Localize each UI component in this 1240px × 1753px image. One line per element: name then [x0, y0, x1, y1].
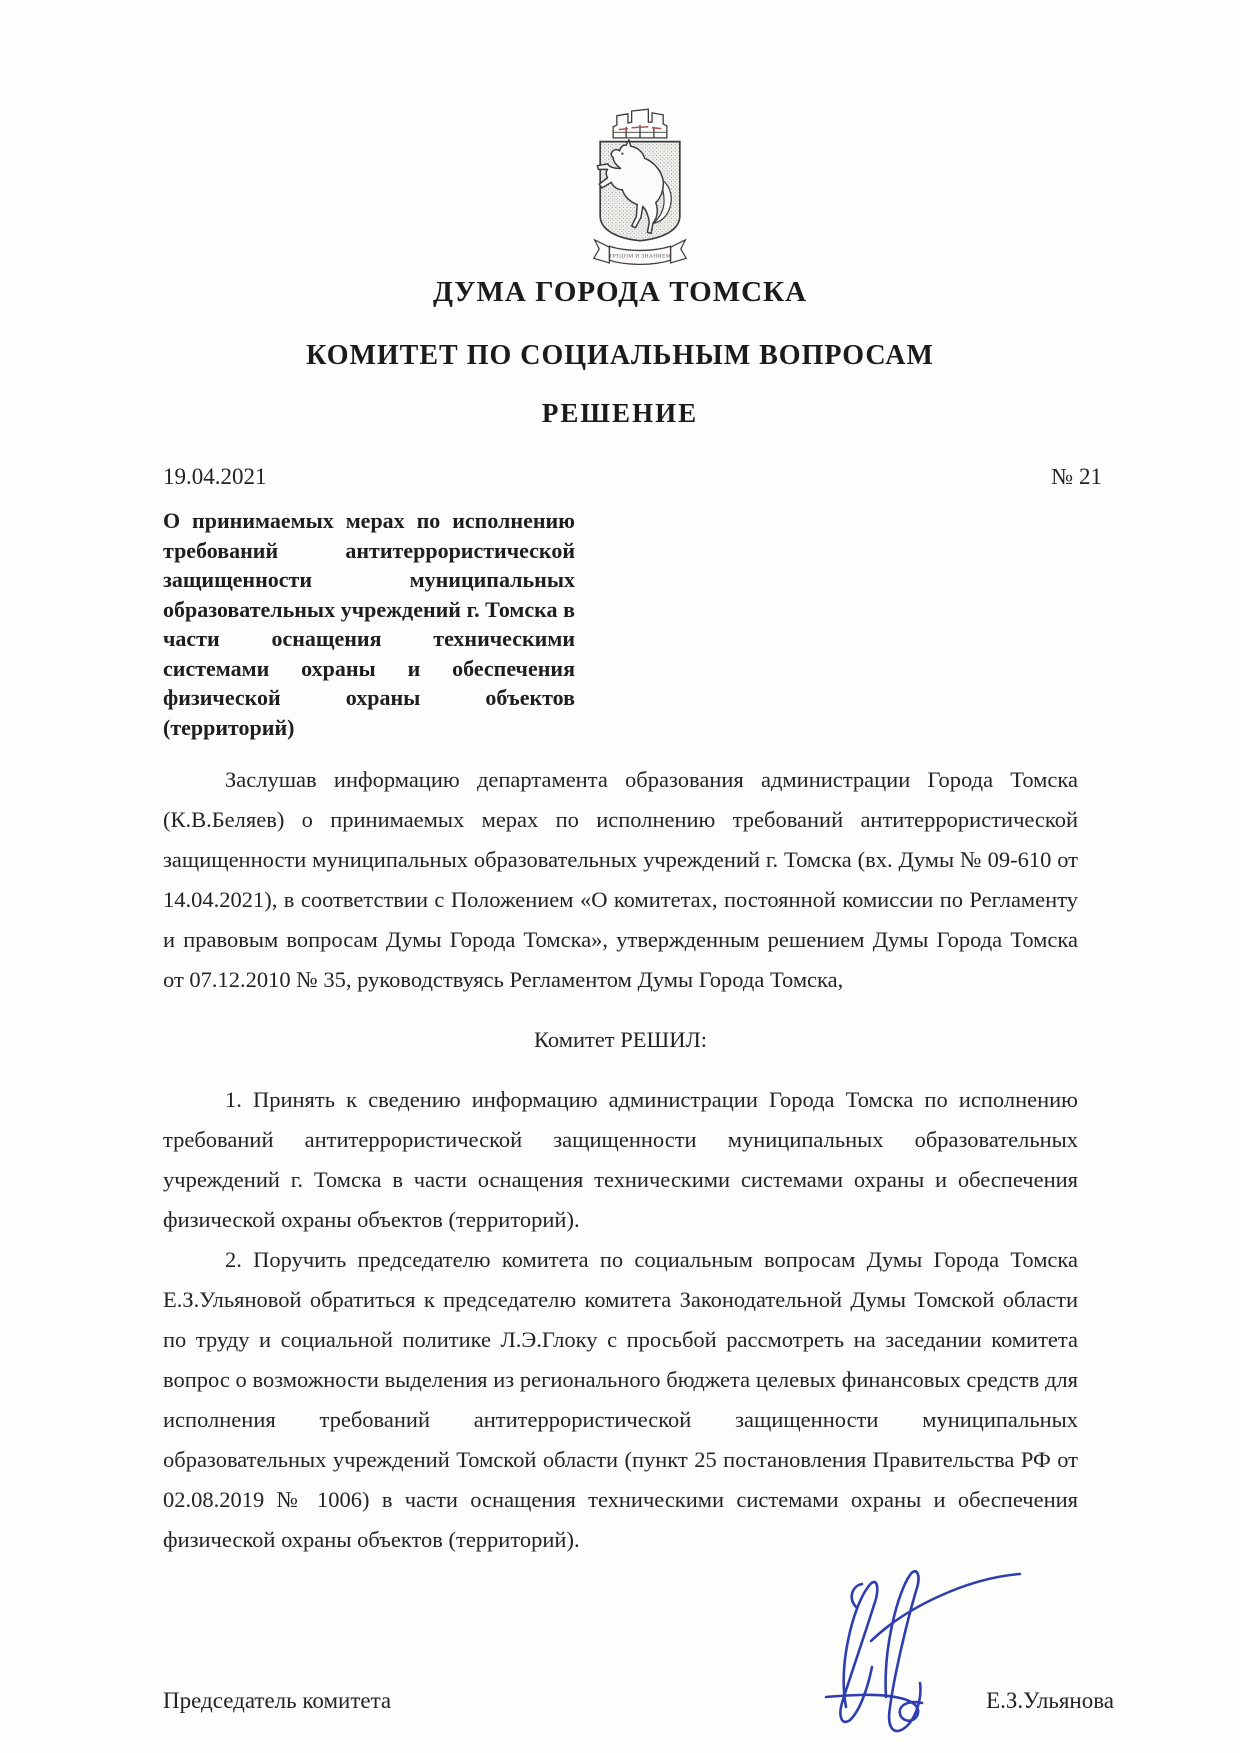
- mural-crown-icon: [613, 109, 667, 138]
- document-body: [163, 760, 1078, 1560]
- preamble-paragraph: Заслушав информацию департамента образования администрации Города Томска (К.В.Беляев) о принимаемых мерах по исполнению требований антитеррористической защищенности муниципальных образовательных учреждений г. Томска (вх. Думы № 09-610 от 14.04.2021), в соответствии с Положением «О комитетах, постоянной комиссии по Регламенту и правовым вопросам Думы Города Томска», утвержденным решением Думы Города Томска от 07.12.2010 № 35, руководствуясь Регламентом Думы Города Томска,: [163, 767, 1078, 992]
- motto-ribbon-icon: [594, 240, 687, 265]
- document-number: № 21: [1051, 464, 1102, 489]
- subject-block: О принимаемых мерах по исполнению требований антитеррористической защищенности муниципальных образовательных учреждений г. Томска в части оснащения техническими системами охраны и обеспечения физической охраны объектов (территорий): [163, 508, 575, 740]
- signatory-name: Е.З.Ульянова: [986, 1688, 1114, 1713]
- document-type-title: РЕШЕНИЕ: [541, 398, 699, 428]
- tomsk-coat-of-arms-icon: [566, 99, 714, 275]
- date-number-row: [163, 464, 1102, 490]
- motto-text: ТРУДОМ И ЗНАНИЕМ: [608, 253, 672, 260]
- committee-title: КОМИТЕТ ПО СОЦИАЛЬНЫМ ВОПРОСАМ: [306, 340, 934, 371]
- organization-title: ДУМА ГОРОДА ТОМСКА: [432, 276, 808, 308]
- resolution-heading: Комитет РЕШИЛ:: [534, 1027, 707, 1052]
- document-date: 19.04.2021: [163, 464, 267, 489]
- signature-row: [163, 1688, 1114, 1714]
- resolution-item: 2. Поручить председателю комитета по социальным вопросам Думы Города Томска Е.З.Ульяновой обратиться к председателю комитета Законодательной Думы Томской области по труду и социальной политике Л.Э.Глоку с просьбой рассмотреть на заседании комитета вопрос о возможности выделения из регионального бюджета целевых финансовых средств для исполнения требований антитеррористической защищенности муниципальных образовательных учреждений Томской области (пункт 25 постановления Правительства РФ от 02.08.2019 № 1006) в части оснащения техническими системами охраны и обеспечения физической охраны объектов (территорий).: [163, 1247, 1078, 1552]
- handwritten-signature-icon: [768, 1545, 1040, 1753]
- resolution-item: 1. Принять к сведению информацию администрации Города Томска по исполнению требований антитеррористической защищенности муниципальных образовательных учреждений г. Томска в части оснащения техническими системами охраны и обеспечения физической охраны объектов (территорий).: [163, 1087, 1078, 1232]
- signature-position-title: Председатель комитета: [163, 1688, 392, 1713]
